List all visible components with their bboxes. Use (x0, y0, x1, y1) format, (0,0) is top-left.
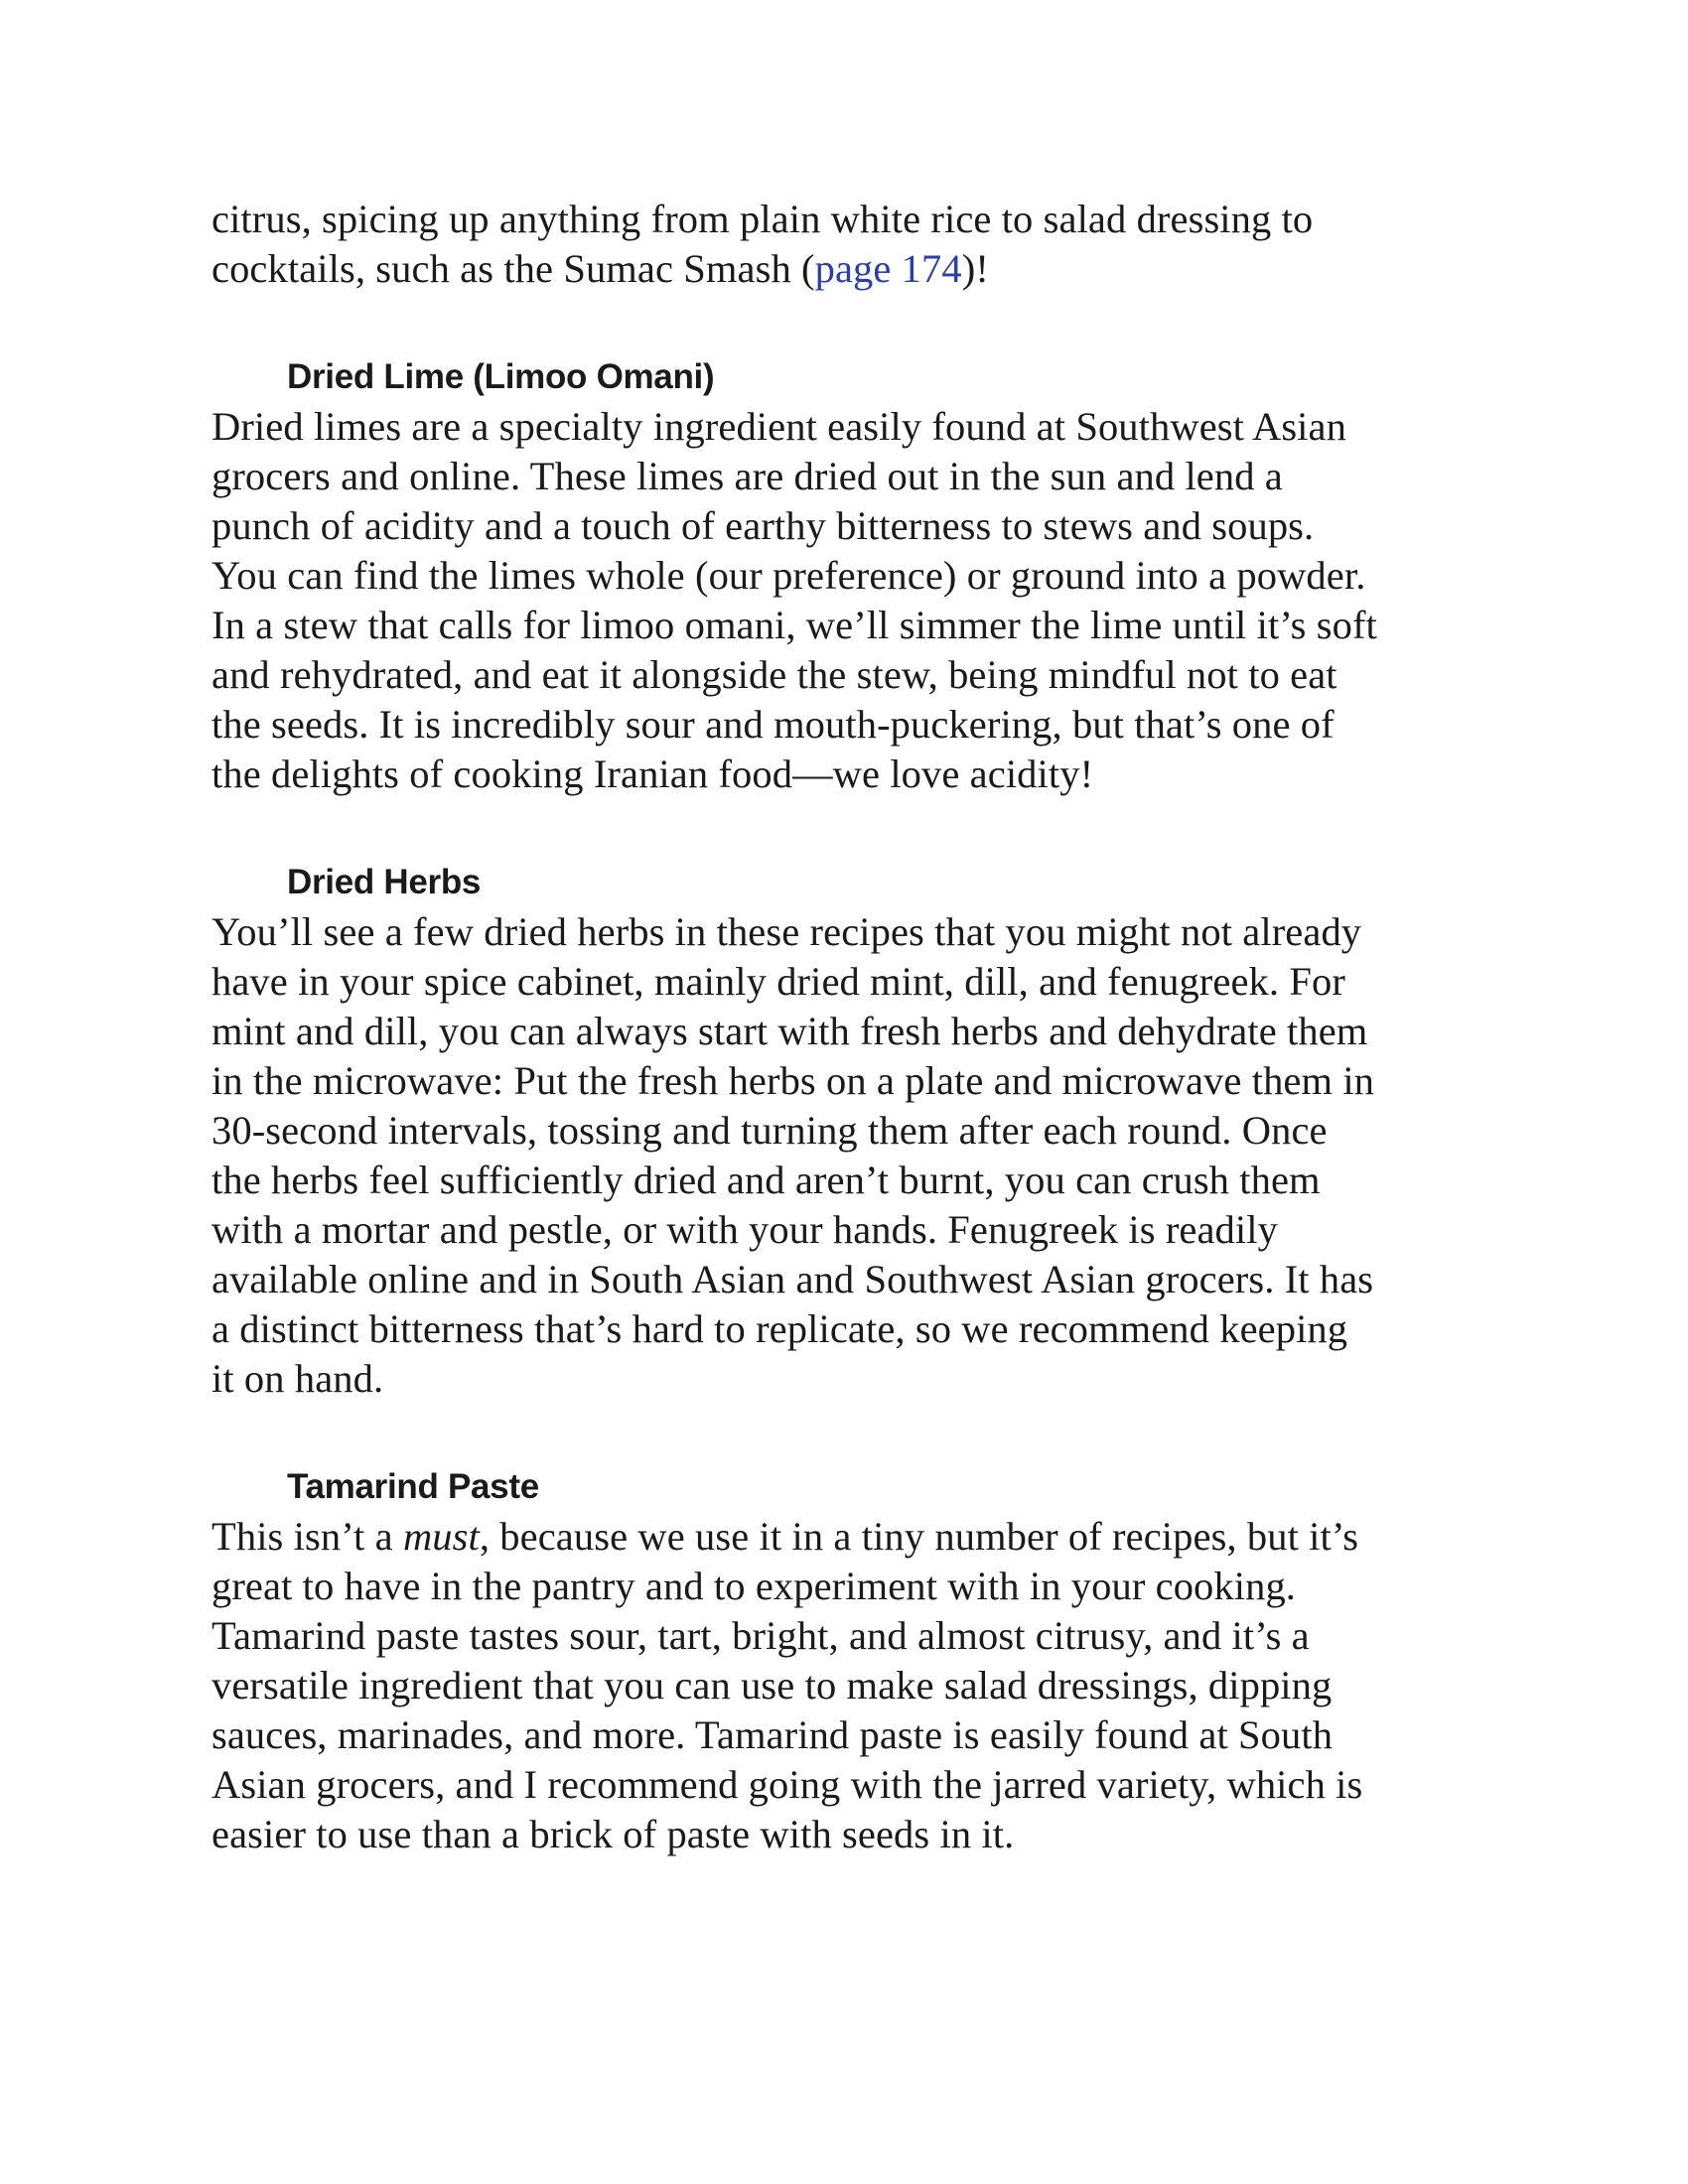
intro-line: citrus, spicing up anything from plain white rice to salad dressing to (211, 197, 1314, 241)
paragraph-line: versatile ingredient that you can use to make salad dressings, dipping (211, 1663, 1333, 1707)
paragraph-line: Tamarind paste tastes sour, tart, bright, and almost citrusy, and it’s a (211, 1613, 1310, 1658)
paragraph-line: mint and dill, you can always start with fresh herbs and dehydrate them (211, 1009, 1368, 1053)
paragraph-line: sauces, marinades, and more. Tamarind paste is easily found at South (211, 1712, 1334, 1757)
paragraph-line: have in your spice cabinet, mainly dried mint, dill, and fenugreek. For (211, 959, 1345, 1004)
paragraph-line: You can find the limes whole (our preference) or ground into a powder. (211, 553, 1366, 598)
paragraph-line: You’ll see a few dried herbs in these recipes that you might not already (211, 909, 1362, 954)
paragraph-line: punch of acidity and a touch of earthy bitterness to stews and soups. (211, 503, 1315, 548)
paragraph-line: and rehydrated, and eat it alongside the stew, being mindful not to eat (211, 652, 1337, 697)
intro-line (211, 244, 1502, 294)
paragraph-line (211, 1512, 1502, 1562)
emphasis-text: must (402, 1514, 480, 1559)
paragraph-text: This isn’t a (211, 1514, 403, 1559)
section-heading-tamarind-paste: Tamarind Paste (287, 1467, 539, 1506)
paragraph-line: Dried limes are a specialty ingredient easily found at Southwest Asian (211, 404, 1346, 449)
intro-text: )! (961, 246, 989, 291)
section-heading-dried-herbs: Dried Herbs (287, 863, 482, 901)
paragraph-line: great to have in the pantry and to experiment with in your cooking. (211, 1564, 1297, 1608)
paragraph-line: In a stew that calls for limoo omani, we’ll simmer the lime until it’s soft (211, 603, 1377, 647)
paragraph-line: the delights of cooking Iranian food—we love acidity! (211, 751, 1094, 796)
section-paragraph-dried-lime (211, 402, 1502, 799)
paragraph-line: Asian grocers, and I recommend going with the jarred variety, which is (211, 1762, 1363, 1807)
section-heading-dried-lime: Dried Lime (Limoo Omani) (287, 357, 715, 396)
page-link[interactable]: page 174 (814, 246, 962, 291)
paragraph-line: the seeds. It is incredibly sour and mouth-puckering, but that’s one of (211, 702, 1335, 747)
section-paragraph-dried-herbs (211, 907, 1502, 1404)
paragraph-text: , because we use it in a tiny number of recipes, but it’s (479, 1514, 1359, 1559)
section-paragraph-tamarind-paste (211, 1512, 1502, 1859)
paragraph-line: the herbs feel sufficiently dried and aren’t burnt, you can crush them (211, 1158, 1321, 1202)
paragraph-line: a distinct bitterness that’s hard to replicate, so we recommend keeping (211, 1306, 1348, 1351)
paragraph-line: easier to use than a brick of paste with seeds in it. (211, 1812, 1015, 1856)
intro-text: cocktails, such as the Sumac Smash ( (211, 246, 815, 291)
paragraph-line: in the microwave: Put the fresh herbs on a plate and microwave them in (211, 1058, 1375, 1103)
page-content (211, 195, 1502, 1859)
paragraph-line: available online and in South Asian and Southwest Asian grocers. It has (211, 1257, 1374, 1301)
paragraph-line: it on hand. (211, 1356, 384, 1401)
paragraph-line: grocers and online. These limes are dried out in the sun and lend a (211, 454, 1283, 498)
intro-paragraph (211, 195, 1502, 294)
paragraph-line: with a mortar and pestle, or with your hands. Fenugreek is readily (211, 1207, 1278, 1252)
paragraph-line: 30-second intervals, tossing and turning them after each round. Once (211, 1108, 1328, 1153)
